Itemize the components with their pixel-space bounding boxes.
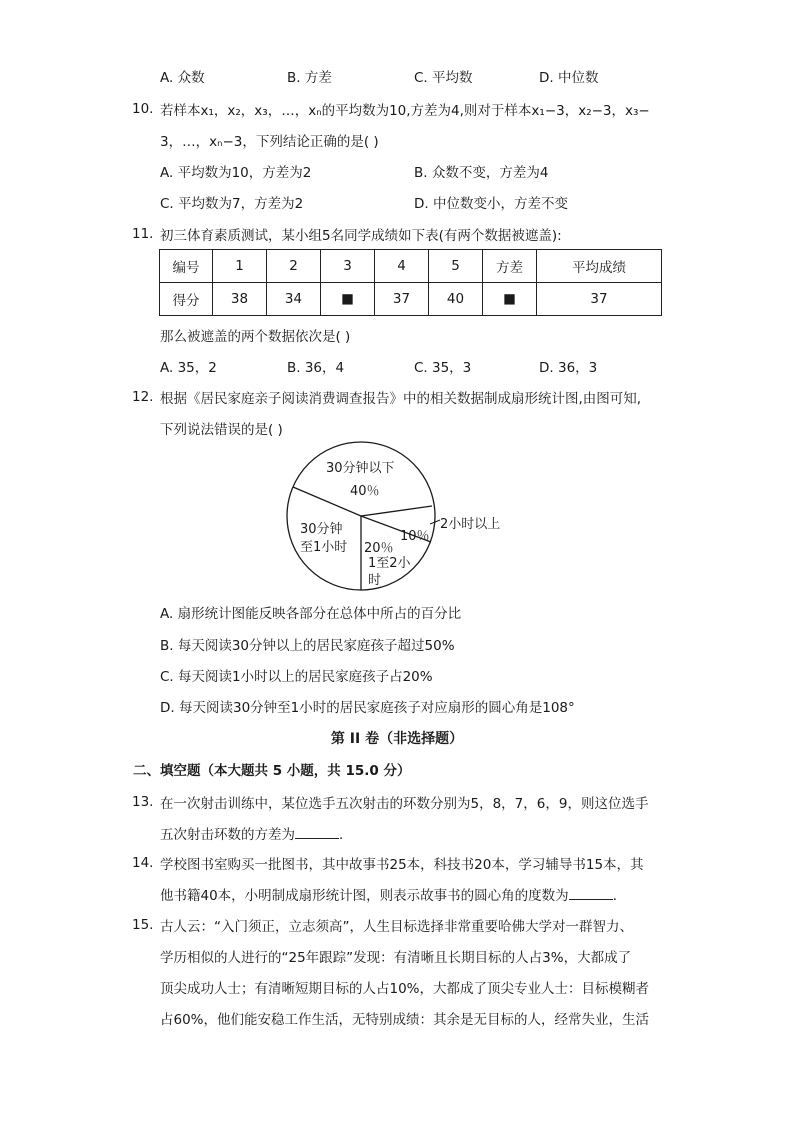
q9-option-c: C. 平均数 [414, 70, 473, 86]
q13-stem-line1: 在一次射击训练中，某位选手五次射击的环数分别为5，8，7，6，9，则这位选手 [160, 796, 649, 812]
q9-option-d: D. 中位数 [539, 70, 599, 86]
q11-option-a: A. 35，2 [160, 360, 217, 376]
q14-answer-blank[interactable] [569, 887, 613, 900]
table-cell: 2 [267, 250, 321, 283]
q12-number: 12. [132, 389, 154, 405]
table-cell: 得分 [160, 283, 213, 316]
q11-option-d: D. 36，3 [539, 360, 598, 376]
table-row [160, 250, 662, 283]
pie-label-1h-to-2h-line2: 时 [368, 573, 382, 588]
q12-stem-line2: 下列说法错误的是( ) [160, 422, 283, 438]
pie-label-40pct: 40％ [350, 484, 380, 499]
q10-option-c: C. 平均数为7，方差为2 [160, 196, 304, 212]
q10-option-a: A. 平均数为10，方差为2 [160, 165, 312, 181]
score-table [159, 249, 662, 316]
q10-stem-line2: 3，…，xₙ−3，下列结论正确的是( ) [160, 134, 379, 150]
table-cell: 5 [429, 250, 483, 283]
pie-label-under-30min: 30分钟以下 [326, 461, 395, 476]
q14-number: 14. [132, 855, 154, 871]
table-cell: 1 [213, 250, 267, 283]
q14-stem-end: ． [612, 888, 627, 904]
q10-option-b: B. 众数不变，方差为4 [414, 165, 549, 181]
q15-number: 15. [132, 917, 154, 933]
pie-label-30min-to-1h-line1: 30分钟 [300, 522, 343, 537]
pie-label-over-2h: 2小时以上 [440, 517, 501, 532]
q9-option-a: A. 众数 [160, 70, 205, 86]
q11-number: 11. [132, 226, 154, 242]
q15-stem-line3: 顶尖成功人士；有清晰短期目标的人占10%，大都成了顶尖专业人士：目标模糊者 [160, 981, 650, 997]
table-cell: 34 [267, 283, 321, 316]
q13-stem-end: ． [339, 827, 353, 843]
table-cell: 4 [375, 250, 429, 283]
pie-label-30min-to-1h-line2: 至1小时 [300, 540, 348, 555]
table-row [160, 283, 662, 316]
q13-stem-text: 五次射击环数的方差为 [160, 827, 295, 843]
q15-stem-line2: 学历相似的人进行的“25年跟踪”发现：有清晰且长期目标的人占3%，大都成了 [160, 950, 632, 966]
q9-option-b: B. 方差 [287, 70, 332, 86]
section-2-title: 第 II 卷（非选择题） [330, 731, 464, 747]
q12-option-a: A. 扇形统计图能反映各部分在总体中所占的百分比 [160, 606, 462, 622]
table-cell: 37 [375, 283, 429, 316]
q14-stem-text: 他书籍40本，小明制成扇形统计图，则表示故事书的圆心角的度数为 [160, 888, 569, 904]
pie-label-10pct: 10％ [400, 529, 430, 544]
q11-stem-line2: 那么被遮盖的两个数据依次是( ) [160, 329, 351, 345]
q12-option-c: C. 每天阅读1小时以上的居民家庭孩子占20% [160, 669, 433, 685]
q12-stem-line1: 根据《居民家庭亲子阅读消费调查报告》中的相关数据制成扇形统计图,由图可知, [160, 391, 642, 407]
pie-label-1h-to-2h-line1: 1至2小 [368, 556, 411, 571]
table-cell: 编号 [160, 250, 213, 283]
q13-stem-line2 [160, 823, 353, 843]
q14-stem-line2 [160, 884, 626, 904]
q14-stem-line1: 学校图书室购买一批图书，其中故事书25本，科技书20本，学习辅导书15本，其 [160, 857, 644, 873]
table-cell: 40 [429, 283, 483, 316]
table-cell: 38 [213, 283, 267, 316]
q13-number: 13. [132, 794, 154, 810]
pie-divider-2 [361, 506, 432, 516]
table-cell: 3 [321, 250, 375, 283]
pie-label-20pct: 20％ [364, 541, 394, 556]
table-cell: 方差 [483, 250, 537, 283]
table-cell: 37 [537, 283, 662, 316]
q10-stem-line1: 若样本x₁，x₂，x₃，…，xₙ的平均数为10,方差为4,则对于样本x₁−3，x₂−3，x₃− [160, 103, 650, 119]
table-cell: 平均成绩 [537, 250, 662, 283]
table-cell: ■ [321, 283, 375, 316]
table-cell: ■ [483, 283, 537, 316]
q12-option-b: B. 每天阅读30分钟以上的居民家庭孩子超过50% [160, 638, 455, 654]
q11-option-c: C. 35，3 [414, 360, 472, 376]
q12-option-d: D. 每天阅读30分钟至1小时的居民家庭孩子对应扇形的圆心角是108° [160, 700, 575, 716]
reading-time-pie-chart [280, 440, 530, 600]
q11-option-b: B. 36，4 [287, 360, 345, 376]
part-2-title: 二、填空题（本大题共 5 小题，共 15.0 分） [133, 763, 411, 779]
q13-answer-blank[interactable] [295, 826, 339, 839]
q15-stem-line4: 占60%，他们能安稳工作生活，无特别成绩：其余是无目标的人，经常失业，生活 [160, 1012, 650, 1028]
q10-option-d: D. 中位数变小，方差不变 [414, 196, 568, 212]
q15-stem-line1: 古人云：“入门须正，立志须高”，人生目标选择非常重要哈佛大学对一群智力、 [160, 919, 633, 935]
q11-stem-line1: 初三体育素质测试，某小组5名同学成绩如下表(有两个数据被遮盖): [160, 228, 562, 244]
q10-number: 10. [132, 101, 154, 117]
